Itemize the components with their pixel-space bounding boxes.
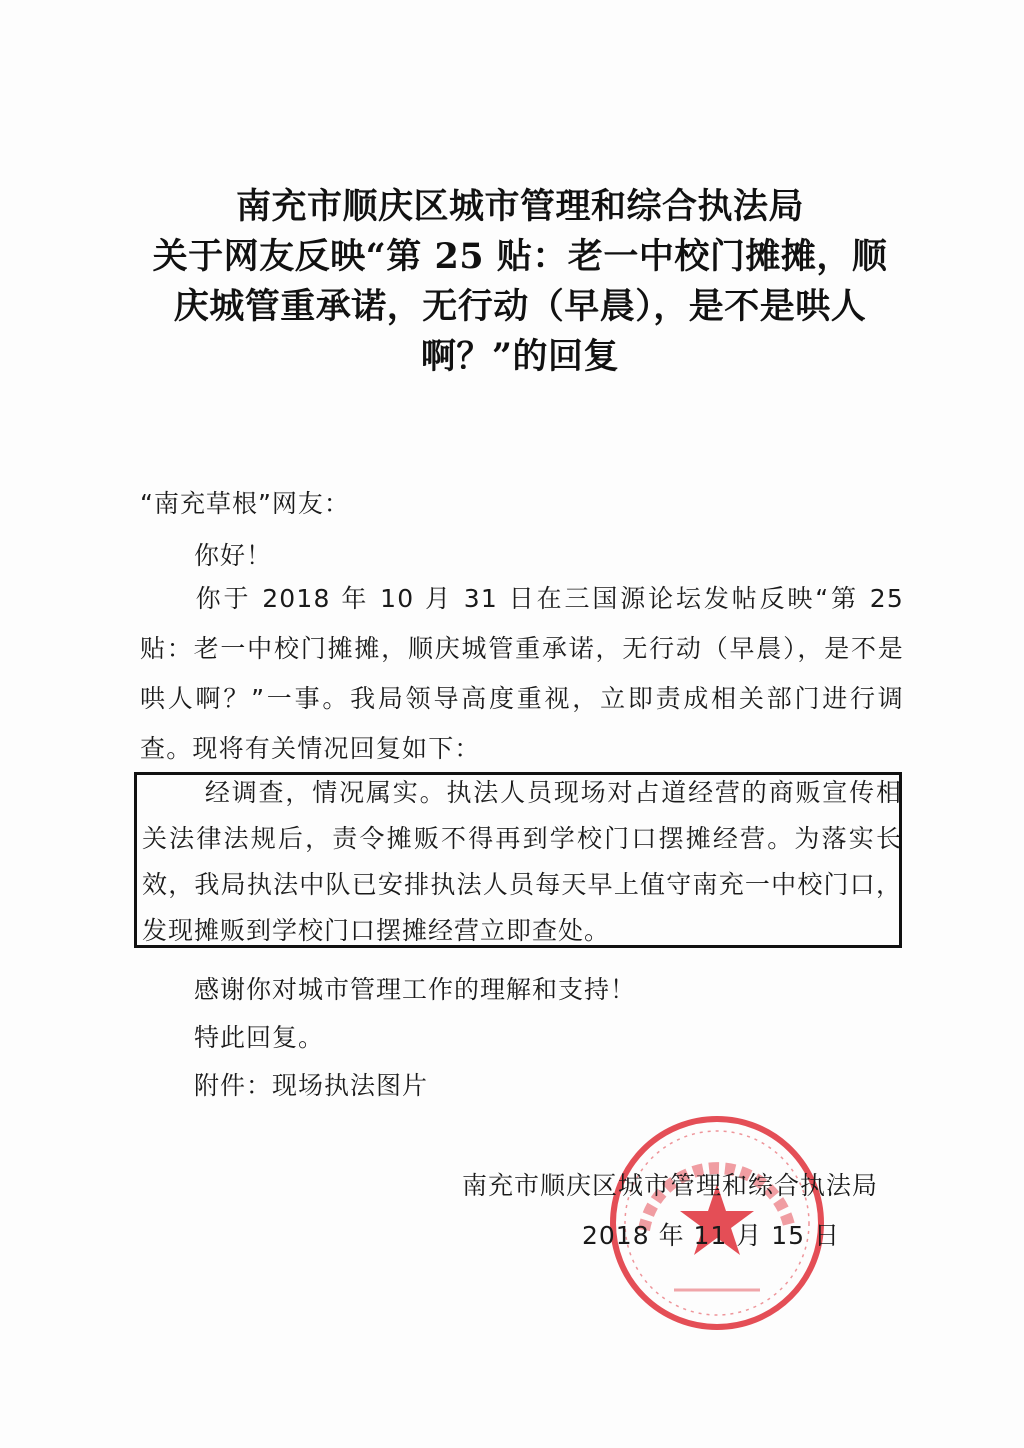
title-line-4: 啊？”的回复 [420,336,620,377]
closing-line: 特此回复。 [194,1023,325,1052]
findings-paragraph [142,770,902,954]
document-title [120,182,920,382]
greeting: 你好！ [194,541,273,570]
title-line-1: 南充市顺庆区城市管理和综合执法局 [235,186,804,227]
thanks-line: 感谢你对城市管理工作的理解和支持！ [194,975,637,1004]
title-line-3: 庆城管重承诺，无行动（早晨），是不是哄人 [173,286,867,327]
intro-paragraph [140,574,904,774]
intro-text: 你于 2018 年 10 月 31 日在三国源论坛发帖反映“第 25 贴：老一中校门摊摊，顺庆城管重承诺，无行动（早晨），是不是哄人啊？”一事。我局领导高度重视，立即责成相关部门进行调查。现将有关情况回复如下： [140,584,904,763]
signature-date: 2018 年 11 月 15 日 [582,1221,840,1250]
signature-organization: 南充市顺庆区城市管理和综合执法局 [462,1171,879,1200]
title-line-2: 关于网友反映“第 25 贴：老一中校门摊摊，顺 [152,236,888,277]
findings-text: 经调查，情况属实。执法人员现场对占道经营的商贩宣传相关法律法规后，责令摊贩不得再到学校门口摆摊经营。为落实长效，我局执法中队已安排执法人员每天早上值守南充一中校门口，发现摊贩到学校门口摆摊经营立即查处。 [142,778,902,945]
attachment-line: 附件：现场执法图片 [194,1071,429,1100]
salutation: “南充草根”网友： [140,489,350,518]
